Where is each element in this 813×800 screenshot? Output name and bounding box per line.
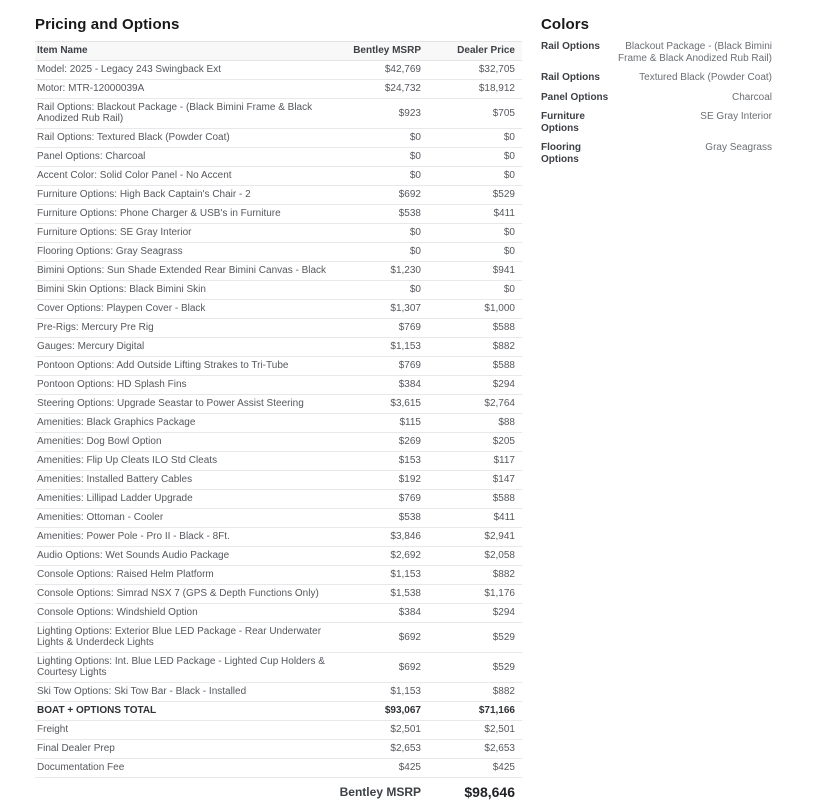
- bentley-msrp-cell: $1,153: [335, 683, 421, 702]
- table-row: [35, 721, 522, 740]
- item-name-cell: Furniture Options: SE Gray Interior: [35, 224, 335, 243]
- dealer-price-cell: $411: [421, 509, 522, 528]
- bentley-msrp-cell: $0: [335, 148, 421, 167]
- bentley-msrp-cell: $93,067: [335, 702, 421, 721]
- item-name-cell: Gauges: Mercury Digital: [35, 338, 335, 357]
- bentley-msrp-cell: $0: [335, 129, 421, 148]
- dealer-price-cell: $2,653: [421, 740, 522, 759]
- dealer-price-cell: $294: [421, 376, 522, 395]
- item-name-cell: Pre-Rigs: Mercury Pre Rig: [35, 319, 335, 338]
- bentley-msrp-cell: $538: [335, 509, 421, 528]
- color-row: [541, 41, 772, 64]
- color-option-value: SE Gray Interior: [613, 111, 772, 123]
- pricing-table-footer: [35, 778, 522, 800]
- item-name-cell: Amenities: Flip Up Cleats ILO Std Cleats: [35, 452, 335, 471]
- item-name-cell: Documentation Fee: [35, 759, 335, 778]
- table-row: [35, 61, 522, 80]
- colors-panel: [541, 16, 772, 173]
- color-option-value: Charcoal: [613, 92, 772, 104]
- item-name-cell: Rail Options: Textured Black (Powder Coat): [35, 129, 335, 148]
- item-name-cell: Cover Options: Playpen Cover - Black: [35, 300, 335, 319]
- item-name-cell: Amenities: Installed Battery Cables: [35, 471, 335, 490]
- dealer-price-cell: $705: [421, 99, 522, 129]
- dealer-price-cell: $425: [421, 759, 522, 778]
- bentley-msrp-cell: $42,769: [335, 61, 421, 80]
- dealer-price-cell: $294: [421, 604, 522, 623]
- dealer-price-cell: $882: [421, 338, 522, 357]
- item-name-cell: Motor: MTR-12000039A: [35, 80, 335, 99]
- item-name-cell: Pontoon Options: Add Outside Lifting Strakes to Tri-Tube: [35, 357, 335, 376]
- bentley-msrp-cell: $0: [335, 224, 421, 243]
- dealer-price-cell: $941: [421, 262, 522, 281]
- item-name-cell: Amenities: Ottoman - Cooler: [35, 509, 335, 528]
- bentley-msrp-cell: $2,692: [335, 547, 421, 566]
- pricing-table: [35, 41, 522, 800]
- footer-spacer: [35, 778, 335, 800]
- table-row: [35, 414, 522, 433]
- header-row: [35, 42, 522, 61]
- dealer-price-cell: $882: [421, 683, 522, 702]
- table-row: [35, 395, 522, 414]
- dealer-price-cell: $588: [421, 319, 522, 338]
- item-name-cell: Freight: [35, 721, 335, 740]
- item-name-cell: Console Options: Simrad NSX 7 (GPS & Depth Functions Only): [35, 585, 335, 604]
- bentley-msrp-cell: $692: [335, 653, 421, 683]
- bentley-msrp-cell: $192: [335, 471, 421, 490]
- item-name-cell: Amenities: Dog Bowl Option: [35, 433, 335, 452]
- dealer-price-cell: $0: [421, 148, 522, 167]
- dealer-price-cell: $0: [421, 243, 522, 262]
- table-row: [35, 205, 522, 224]
- item-name-cell: Bimini Options: Sun Shade Extended Rear Bimini Canvas - Black: [35, 262, 335, 281]
- table-row: [35, 319, 522, 338]
- item-name-cell: Model: 2025 - Legacy 243 Swingback Ext: [35, 61, 335, 80]
- table-row: [35, 623, 522, 653]
- item-name-cell: Flooring Options: Gray Seagrass: [35, 243, 335, 262]
- item-name-cell: Lighting Options: Int. Blue LED Package - Lighted Cup Holders & Courtesy Lights: [35, 653, 335, 683]
- msrp-summary-row: [35, 778, 522, 800]
- item-name-cell: Furniture Options: High Back Captain's Chair - 2: [35, 186, 335, 205]
- item-name-cell: Ski Tow Options: Ski Tow Bar - Black - Installed: [35, 683, 335, 702]
- color-option-value: Textured Black (Powder Coat): [613, 72, 772, 84]
- dealer-price-cell: $1,176: [421, 585, 522, 604]
- pricing-title: Pricing and Options: [35, 16, 522, 34]
- dealer-price-cell: $2,764: [421, 395, 522, 414]
- bentley-msrp-cell: $269: [335, 433, 421, 452]
- table-row: [35, 547, 522, 566]
- table-row: [35, 243, 522, 262]
- item-name-cell: Amenities: Lillipad Ladder Upgrade: [35, 490, 335, 509]
- table-row: [35, 338, 522, 357]
- bentley-msrp-cell: $769: [335, 357, 421, 376]
- bentley-msrp-cell: $3,615: [335, 395, 421, 414]
- table-row: [35, 759, 522, 778]
- msrp-summary-value: $98,646: [421, 778, 522, 800]
- pricing-table-header: [35, 42, 522, 61]
- dealer-price-cell: $588: [421, 357, 522, 376]
- color-option-label: Rail Options: [541, 41, 613, 53]
- dealer-price-cell: $529: [421, 653, 522, 683]
- column-header-bentley-msrp: Bentley MSRP: [335, 42, 421, 61]
- item-name-cell: Audio Options: Wet Sounds Audio Package: [35, 547, 335, 566]
- table-row: [35, 585, 522, 604]
- color-option-value: Blackout Package - (Black Bimini Frame & Black Anodized Rub Rail): [613, 41, 772, 64]
- color-option-label: Panel Options: [541, 92, 613, 104]
- dealer-price-cell: $32,705: [421, 61, 522, 80]
- pricing-section: [35, 16, 522, 800]
- dealer-price-cell: $882: [421, 566, 522, 585]
- table-row: [35, 653, 522, 683]
- table-row: [35, 224, 522, 243]
- item-name-cell: Console Options: Raised Helm Platform: [35, 566, 335, 585]
- bentley-msrp-cell: $692: [335, 186, 421, 205]
- table-row: [35, 148, 522, 167]
- dealer-price-cell: $147: [421, 471, 522, 490]
- bentley-msrp-cell: $769: [335, 319, 421, 338]
- bentley-msrp-cell: $2,501: [335, 721, 421, 740]
- table-row: [35, 702, 522, 721]
- table-row: [35, 357, 522, 376]
- item-name-cell: Console Options: Windshield Option: [35, 604, 335, 623]
- item-name-cell: Panel Options: Charcoal: [35, 148, 335, 167]
- item-name-cell: Final Dealer Prep: [35, 740, 335, 759]
- color-option-label: Flooring Options: [541, 142, 613, 165]
- table-row: [35, 509, 522, 528]
- dealer-price-cell: $529: [421, 186, 522, 205]
- bentley-msrp-cell: $2,653: [335, 740, 421, 759]
- table-row: [35, 300, 522, 319]
- dealer-price-cell: $1,000: [421, 300, 522, 319]
- column-header-item-name: Item Name: [35, 42, 335, 61]
- dealer-price-cell: $0: [421, 224, 522, 243]
- colors-title: Colors: [541, 16, 772, 34]
- item-name-cell: Steering Options: Upgrade Seastar to Power Assist Steering: [35, 395, 335, 414]
- item-name-cell: Amenities: Black Graphics Package: [35, 414, 335, 433]
- color-row: [541, 142, 772, 165]
- table-row: [35, 740, 522, 759]
- bentley-msrp-cell: $153: [335, 452, 421, 471]
- color-option-value: Gray Seagrass: [613, 142, 772, 154]
- dealer-price-cell: $205: [421, 433, 522, 452]
- dealer-price-cell: $529: [421, 623, 522, 653]
- dealer-price-cell: $88: [421, 414, 522, 433]
- bentley-msrp-cell: $115: [335, 414, 421, 433]
- msrp-summary-label: Bentley MSRP: [335, 778, 421, 800]
- color-row: [541, 111, 772, 134]
- bentley-msrp-cell: $1,307: [335, 300, 421, 319]
- dealer-price-cell: $0: [421, 281, 522, 300]
- table-row: [35, 167, 522, 186]
- bentley-msrp-cell: $1,153: [335, 338, 421, 357]
- item-name-cell: Lighting Options: Exterior Blue LED Package - Rear Underwater Lights & Underdeck Lights: [35, 623, 335, 653]
- dealer-price-cell: $2,058: [421, 547, 522, 566]
- table-row: [35, 80, 522, 99]
- dealer-price-cell: $18,912: [421, 80, 522, 99]
- bentley-msrp-cell: $24,732: [335, 80, 421, 99]
- table-row: [35, 566, 522, 585]
- color-option-label: Rail Options: [541, 72, 613, 84]
- color-row: [541, 92, 772, 104]
- bentley-msrp-cell: $3,846: [335, 528, 421, 547]
- table-row: [35, 490, 522, 509]
- item-name-cell: Accent Color: Solid Color Panel - No Accent: [35, 167, 335, 186]
- dealer-price-cell: $71,166: [421, 702, 522, 721]
- colors-list: [541, 41, 772, 165]
- table-row: [35, 528, 522, 547]
- table-row: [35, 452, 522, 471]
- bentley-msrp-cell: $692: [335, 623, 421, 653]
- table-row: [35, 604, 522, 623]
- table-row: [35, 281, 522, 300]
- pricing-table-body: [35, 61, 522, 778]
- item-name-cell: Pontoon Options: HD Splash Fins: [35, 376, 335, 395]
- bentley-msrp-cell: $0: [335, 243, 421, 262]
- table-row: [35, 471, 522, 490]
- item-name-cell: Bimini Skin Options: Black Bimini Skin: [35, 281, 335, 300]
- bentley-msrp-cell: $1,230: [335, 262, 421, 281]
- dealer-price-cell: $0: [421, 129, 522, 148]
- table-row: [35, 376, 522, 395]
- table-row: [35, 99, 522, 129]
- bentley-msrp-cell: $1,153: [335, 566, 421, 585]
- item-name-cell: Rail Options: Blackout Package - (Black Bimini Frame & Black Anodized Rub Rail): [35, 99, 335, 129]
- dealer-price-cell: $588: [421, 490, 522, 509]
- bentley-msrp-cell: $0: [335, 281, 421, 300]
- table-row: [35, 186, 522, 205]
- table-row: [35, 262, 522, 281]
- bentley-msrp-cell: $425: [335, 759, 421, 778]
- bentley-msrp-cell: $769: [335, 490, 421, 509]
- item-name-cell: BOAT + OPTIONS TOTAL: [35, 702, 335, 721]
- dealer-price-cell: $117: [421, 452, 522, 471]
- bentley-msrp-cell: $384: [335, 604, 421, 623]
- color-option-label: Furniture Options: [541, 111, 613, 134]
- table-row: [35, 129, 522, 148]
- dealer-price-cell: $411: [421, 205, 522, 224]
- bentley-msrp-cell: $1,538: [335, 585, 421, 604]
- color-row: [541, 72, 772, 84]
- bentley-msrp-cell: $923: [335, 99, 421, 129]
- dealer-price-cell: $0: [421, 167, 522, 186]
- table-row: [35, 433, 522, 452]
- dealer-price-cell: $2,501: [421, 721, 522, 740]
- item-name-cell: Furniture Options: Phone Charger & USB's in Furniture: [35, 205, 335, 224]
- column-header-dealer-price: Dealer Price: [421, 42, 522, 61]
- item-name-cell: Amenities: Power Pole - Pro II - Black - 8Ft.: [35, 528, 335, 547]
- bentley-msrp-cell: $0: [335, 167, 421, 186]
- table-row: [35, 683, 522, 702]
- bentley-msrp-cell: $384: [335, 376, 421, 395]
- dealer-price-cell: $2,941: [421, 528, 522, 547]
- bentley-msrp-cell: $538: [335, 205, 421, 224]
